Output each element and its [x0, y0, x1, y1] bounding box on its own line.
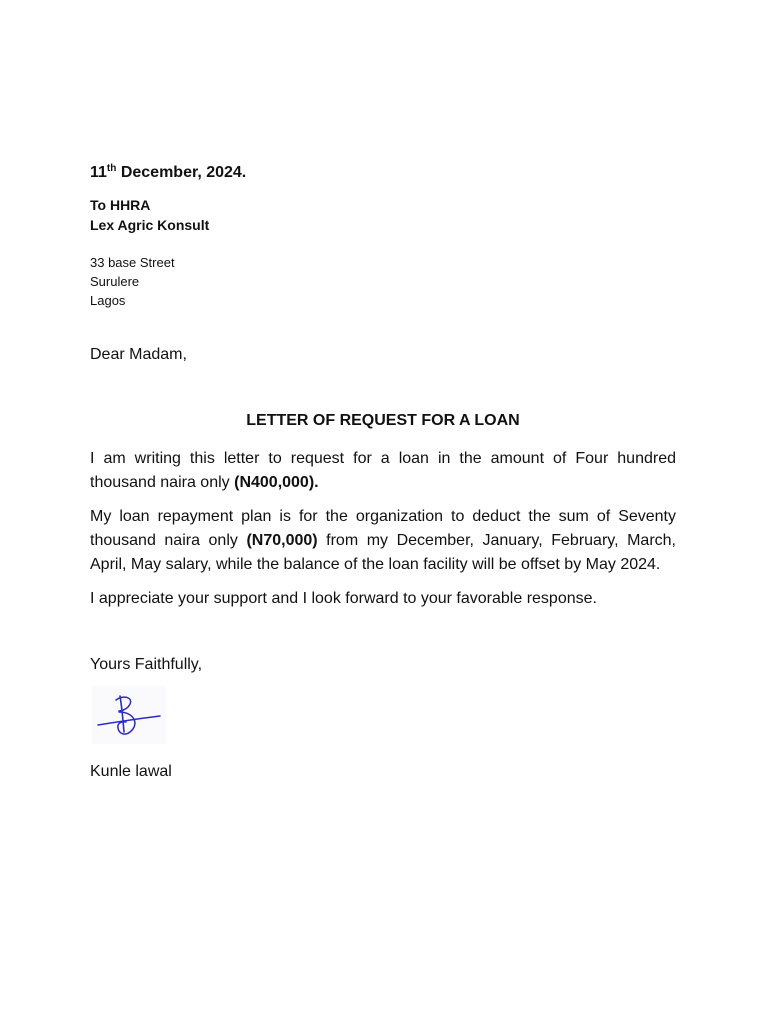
- recipient-block: [90, 195, 676, 235]
- paragraph-1: [90, 447, 676, 495]
- recipient-line-1: To HHRA: [90, 197, 151, 213]
- paragraph-1-text: I am writing this letter to request for a loan in the amount of Four hundred thousand naira only: [90, 450, 676, 491]
- paragraph-3: I appreciate your support and I look forward to your favorable response.: [90, 590, 597, 607]
- closing: Yours Faithfully,: [90, 656, 203, 673]
- address-block: [90, 253, 676, 310]
- paragraph-2-text-after: from my December, January, February, March, April, May salary, while the balance of the loan facility will be offset by May 2024.: [90, 532, 676, 573]
- address-line-2: Surulere: [90, 274, 140, 289]
- recipient-line-2: Lex Agric Konsult: [90, 217, 210, 233]
- date-day: 11: [90, 164, 107, 181]
- salutation: Dear Madam,: [90, 346, 187, 363]
- paragraph-2: [90, 505, 676, 577]
- letter-date: [90, 163, 676, 183]
- paragraph-2-text-before: My loan repayment plan is for the organization to deduct the sum of Seventy thousand naira only: [90, 508, 676, 549]
- date-rest: December, 2024.: [116, 164, 247, 181]
- address-line-1: 33 base Street: [90, 255, 175, 270]
- address-line-3: Lagos: [90, 293, 126, 308]
- signature-icon: [92, 686, 166, 744]
- signature-image: [92, 686, 166, 744]
- signer-name: Kunle lawal: [90, 763, 172, 780]
- loan-amount: (N400,000).: [234, 474, 319, 491]
- deduction-amount: (N70,000): [246, 532, 318, 549]
- letter-subject: LETTER OF REQUEST FOR A LOAN: [246, 412, 520, 429]
- date-suffix: th: [106, 163, 117, 174]
